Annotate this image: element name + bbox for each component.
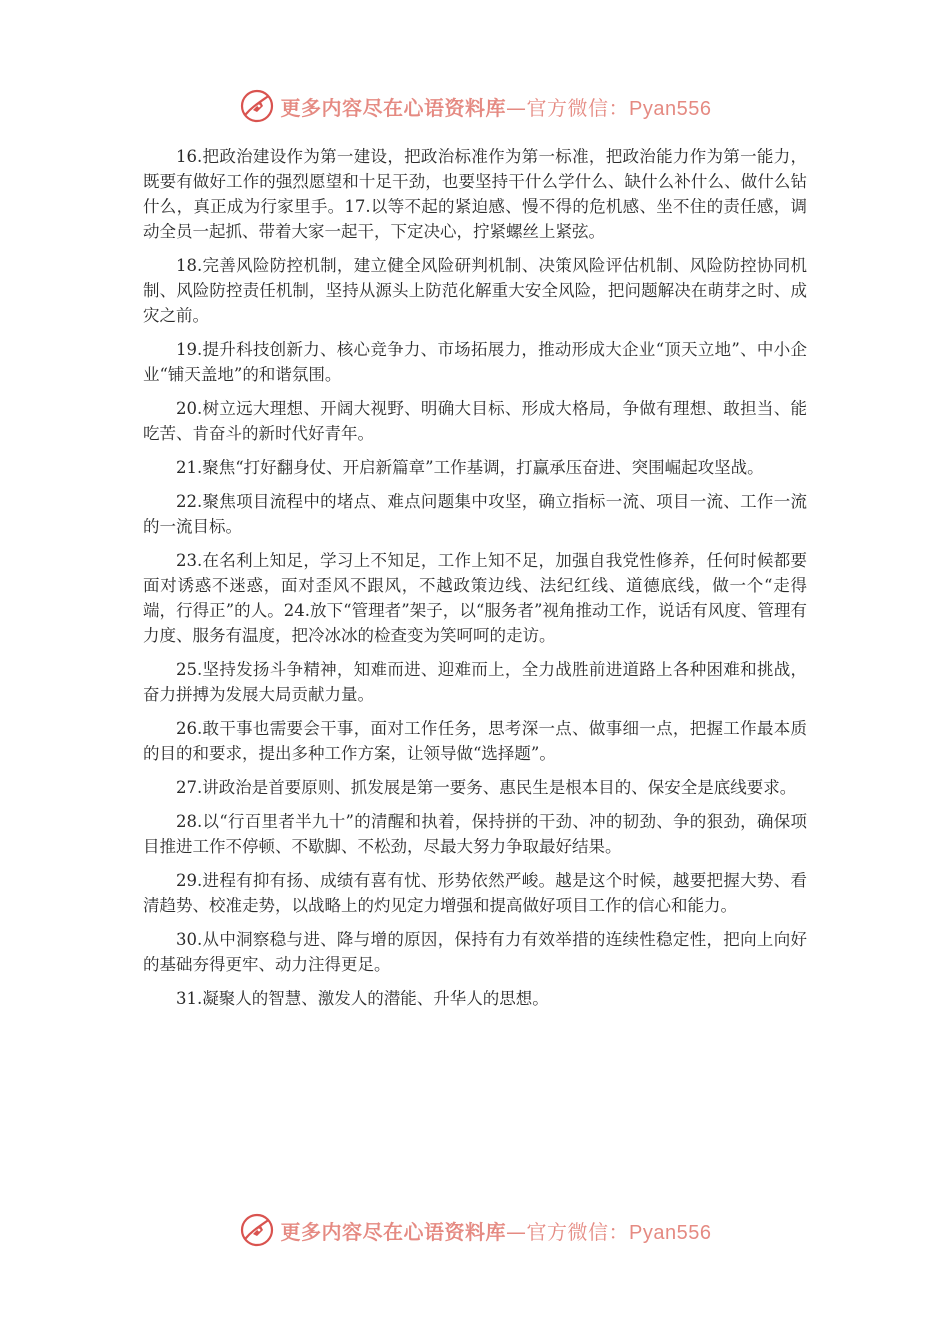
wechat-id: Pyan556	[629, 1221, 712, 1244]
paragraph-26: 26.敢干事也需要会干事，面对工作任务，思考深一点、做事细一点，把握工作最本质的目的和要求，提出多种工作方案，让领导做“选择题”。	[143, 719, 807, 763]
paragraph-18: 18.完善风险防控机制，建立健全风险研判机制、决策风险评估机制、风险防控协同机制、风险防控责任机制，坚持从源头上防范化解重大安全风险，把问题解决在萌芽之时、成灾之前。	[143, 256, 807, 325]
paragraph-21: 21.聚焦“打好翻身仗、开启新篇章”工作基调，打赢承压奋进、突围崛起攻坚战。	[176, 458, 764, 477]
paragraph-19: 19.提升科技创新力、核心竞争力、市场拓展力，推动形成大企业“顶天立地”、中小企业“铺天盖地”的和谐氛围。	[143, 340, 807, 384]
paragraph-31: 31.凝聚人的智慧、激发人的潜能、升华人的思想。	[176, 989, 549, 1008]
footer-banner-text	[281, 1216, 712, 1245]
paragraph-28: 28.以“行百里者半九十”的清醒和执着，保持拼的干劲、冲的韧劲、争的狠劲，确保项目推进工作不停顿、不歇脚、不松劲，尽最大努力争取最好结果。	[143, 812, 807, 856]
paragraph-30: 30.从中洞察稳与进、降与增的原因，保持有力有效举措的连续性稳定性，把向上向好的基础夯得更牢、动力注得更足。	[143, 930, 807, 974]
wechat-id: Pyan556	[629, 97, 712, 120]
paragraph-25: 25.坚持发扬斗争精神，知难而进、迎难而上，全力战胜前进道路上各种困难和挑战，奋力拼搏为发展大局贡献力量。	[143, 660, 807, 704]
wechat-label: 官方微信：	[526, 1219, 630, 1244]
paragraph-22: 22.聚焦项目流程中的堵点、难点问题集中攻坚，确立指标一流、项目一流、工作一流的一流目标。	[143, 492, 807, 536]
brand-text: 更多内容尽在心语资料库	[280, 95, 507, 120]
paragraph-29: 29.进程有抑有扬、成绩有喜有忧、形势依然严峻。越是这个时候，越要把握大势、看清趋势、校准走势，以战略上的灼见定力增强和提高做好项目工作的信心和能力。	[143, 871, 807, 915]
brand-text: 更多内容尽在心语资料库	[280, 1219, 507, 1244]
header-banner	[0, 86, 950, 126]
pen-nib-logo-icon	[239, 88, 275, 124]
pen-nib-logo-icon	[239, 1212, 275, 1248]
brand-dash: —	[506, 1219, 527, 1244]
header-banner-text	[281, 92, 712, 121]
document-body	[143, 144, 807, 1020]
brand-dash: —	[506, 95, 527, 120]
paragraph-23-24: 23.在名利上知足，学习上不知足，工作上知不足，加强自我党性修养，任何时候都要面对诱惑不迷惑，面对歪风不跟风，不越政策边线、法纪红线、道德底线，做一个“走得端，行得正”的人。24.放下“管理者”架子，以“服务者”视角推动工作，说话有风度、管理有力度、服务有温度，把冷冰冰的检查变为笑呵呵的走访。	[143, 551, 807, 645]
footer-banner	[0, 1210, 950, 1250]
paragraph-27: 27.讲政治是首要原则、抓发展是第一要务、惠民生是根本目的、保安全是底线要求。	[176, 778, 797, 797]
wechat-label: 官方微信：	[526, 95, 630, 120]
paragraph-20: 20.树立远大理想、开阔大视野、明确大目标、形成大格局，争做有理想、敢担当、能吃苦、肯奋斗的新时代好青年。	[143, 399, 807, 443]
paragraph-16-17: 16.把政治建设作为第一建设，把政治标准作为第一标准，把政治能力作为第一能力，既要有做好工作的强烈愿望和十足干劲，也要坚持干什么学什么、缺什么补什么、做什么钻什么，真正成为行家里手。17.以等不起的紧迫感、慢不得的危机感、坐不住的责任感，调动全员一起抓、带着大家一起干，下定决心，拧紧螺丝上紧弦。	[143, 147, 807, 241]
